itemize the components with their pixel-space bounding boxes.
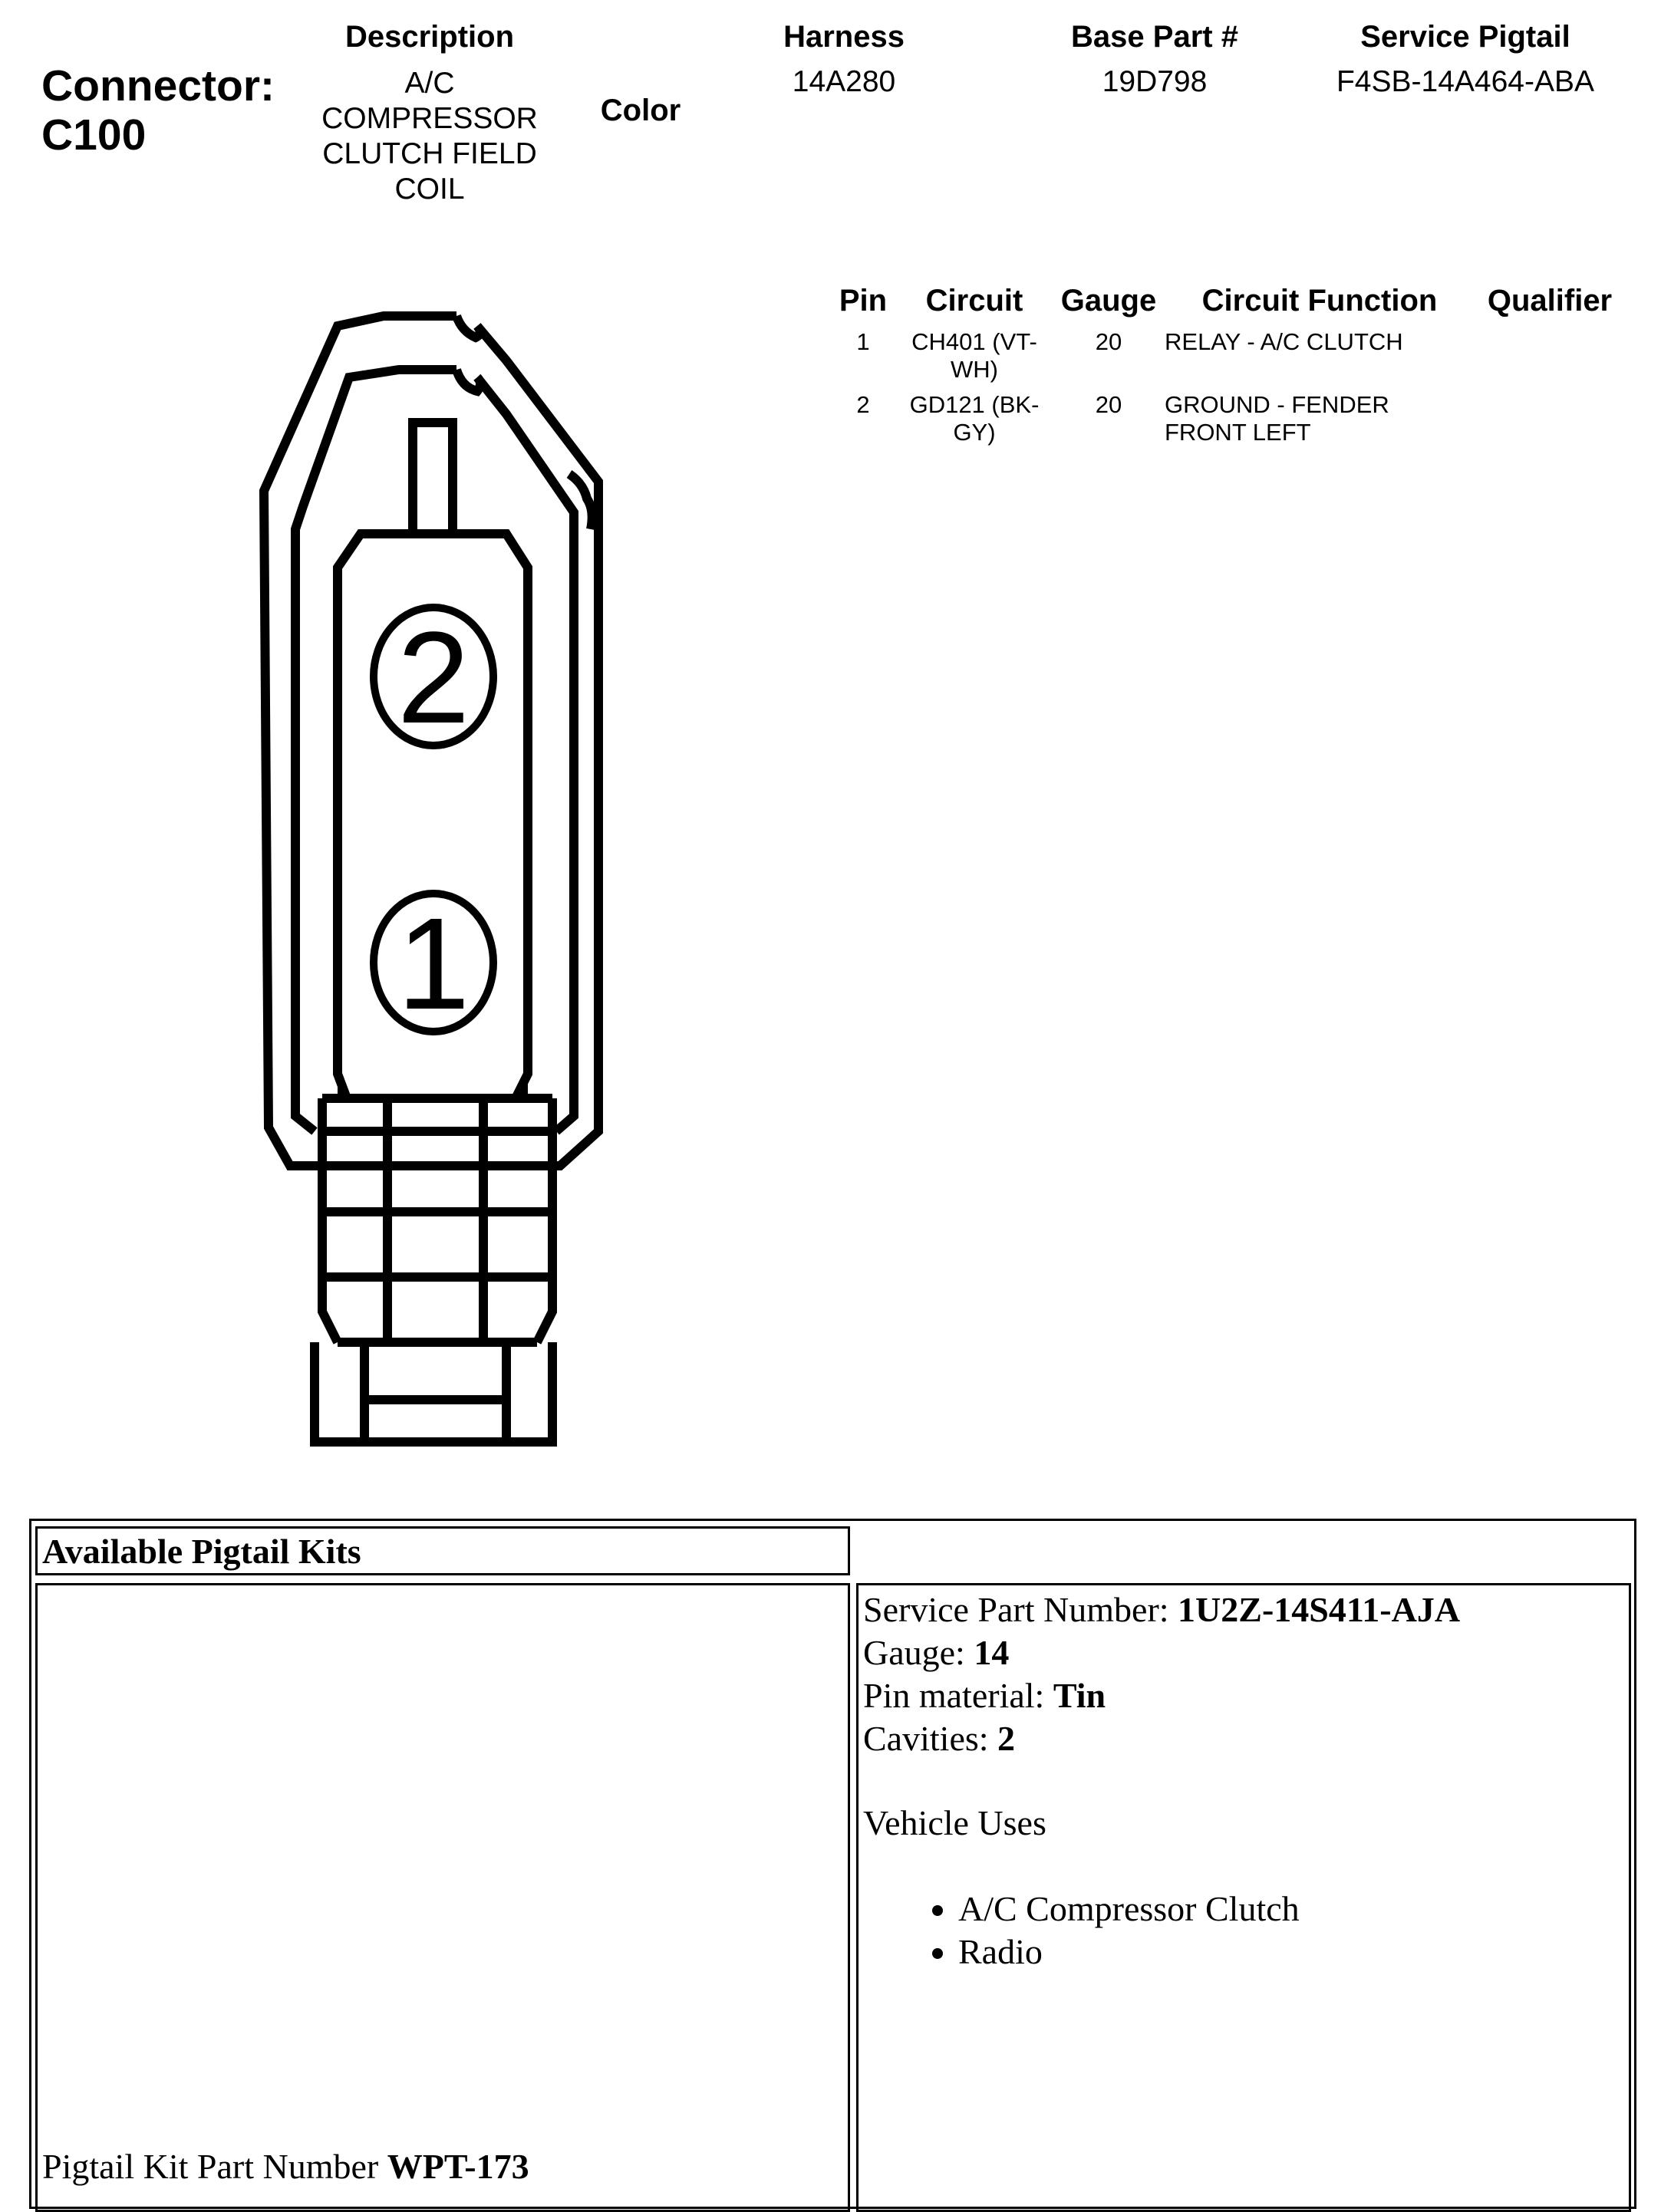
function-line: FRONT LEFT — [1165, 419, 1311, 446]
pin-1-label: 1 — [397, 891, 470, 1037]
cavities-row — [863, 1717, 1624, 1760]
gauge-row — [863, 1631, 1624, 1674]
circuit-line: WH) — [951, 356, 998, 383]
harness-header: Harness — [783, 20, 905, 54]
pigtail-kits-title: Available Pigtail Kits — [42, 1532, 361, 1571]
vehicle-use-item: • Radio — [958, 1931, 1624, 1973]
pin-number: 1 — [856, 328, 870, 355]
gauge-cell: 20 — [1095, 391, 1122, 418]
pigtail-kit-part-label: Pigtail Kit Part Number — [42, 2147, 379, 2186]
pin-number: 2 — [856, 391, 870, 418]
description-line: A/C — [404, 67, 455, 100]
pigtail-kit-image-cell — [35, 1583, 850, 2212]
service-part-label: Service Part Number: — [863, 1590, 1169, 1629]
service-part-value: 1U2Z-14S411-AJA — [1178, 1590, 1461, 1629]
pin-2-label: 2 — [397, 605, 470, 751]
service-pigtail-header: Service Pigtail — [1360, 20, 1570, 54]
function-cell — [1165, 391, 1472, 446]
pigtail-kit-part-number: WPT-173 — [387, 2147, 529, 2186]
pigtail-kits-title-cell — [35, 1526, 850, 1575]
description-line: COIL — [394, 173, 465, 206]
function-line: RELAY - A/C CLUTCH — [1165, 328, 1403, 355]
function-col-header: Circuit Function — [1201, 284, 1438, 318]
connector-label-text: Connector: — [41, 61, 275, 110]
qualifier-col-header: Qualifier — [1487, 284, 1613, 318]
pin-material-label: Pin material: — [863, 1676, 1045, 1715]
circuit-line: GY) — [953, 419, 996, 446]
base-slot — [364, 1342, 506, 1442]
function-line: GROUND - FENDER — [1165, 391, 1389, 418]
connector-base — [315, 1342, 552, 1442]
service-part-row — [863, 1588, 1624, 1631]
connector-label — [41, 61, 275, 160]
pigtail-kit-part — [42, 2145, 529, 2188]
circuit-col-header: Circuit — [925, 284, 1023, 318]
pin-material-row — [863, 1674, 1624, 1717]
vehicle-uses-list — [863, 1888, 1624, 1973]
pin-col-header: Pin — [839, 284, 888, 318]
circuit-line: GD121 (BK- — [909, 391, 1040, 418]
cavities-label: Cavities: — [863, 1719, 989, 1758]
latch-notch-top — [456, 316, 480, 337]
circuit-line: CH401 (VT- — [911, 328, 1037, 355]
vehicle-use-item: • A/C Compressor Clutch — [958, 1888, 1624, 1931]
gauge-col-header: Gauge — [1060, 284, 1157, 318]
description-line: COMPRESSOR — [321, 102, 538, 135]
base-part-header: Base Part # — [1071, 20, 1238, 54]
pigtail-details-cell — [856, 1583, 1631, 2212]
vehicle-uses-label: Vehicle Uses — [863, 1803, 1046, 1842]
connector-id: C100 — [41, 110, 147, 160]
latch-notch-mid — [456, 370, 480, 391]
harness-value: 14A280 — [792, 65, 896, 98]
service-pigtail-value: F4SB-14A464-ABA — [1336, 65, 1594, 98]
function-cell — [1165, 328, 1472, 356]
locking-tab — [413, 423, 453, 534]
circuit-cell — [894, 328, 1055, 383]
cavities-value: 2 — [997, 1719, 1016, 1758]
gauge-label: Gauge: — [863, 1633, 965, 1672]
description-value — [299, 66, 560, 207]
gauge-value: 14 — [974, 1633, 1010, 1672]
gauge-cell: 20 — [1095, 328, 1122, 355]
circuit-cell — [894, 391, 1055, 446]
base-part-value: 19D798 — [1102, 65, 1208, 98]
connector-diagram — [230, 291, 629, 1473]
color-header: Color — [600, 94, 681, 127]
description-header: Description — [344, 20, 515, 54]
description-line: CLUTCH FIELD — [322, 137, 537, 170]
pin-material-value: Tin — [1053, 1676, 1106, 1715]
